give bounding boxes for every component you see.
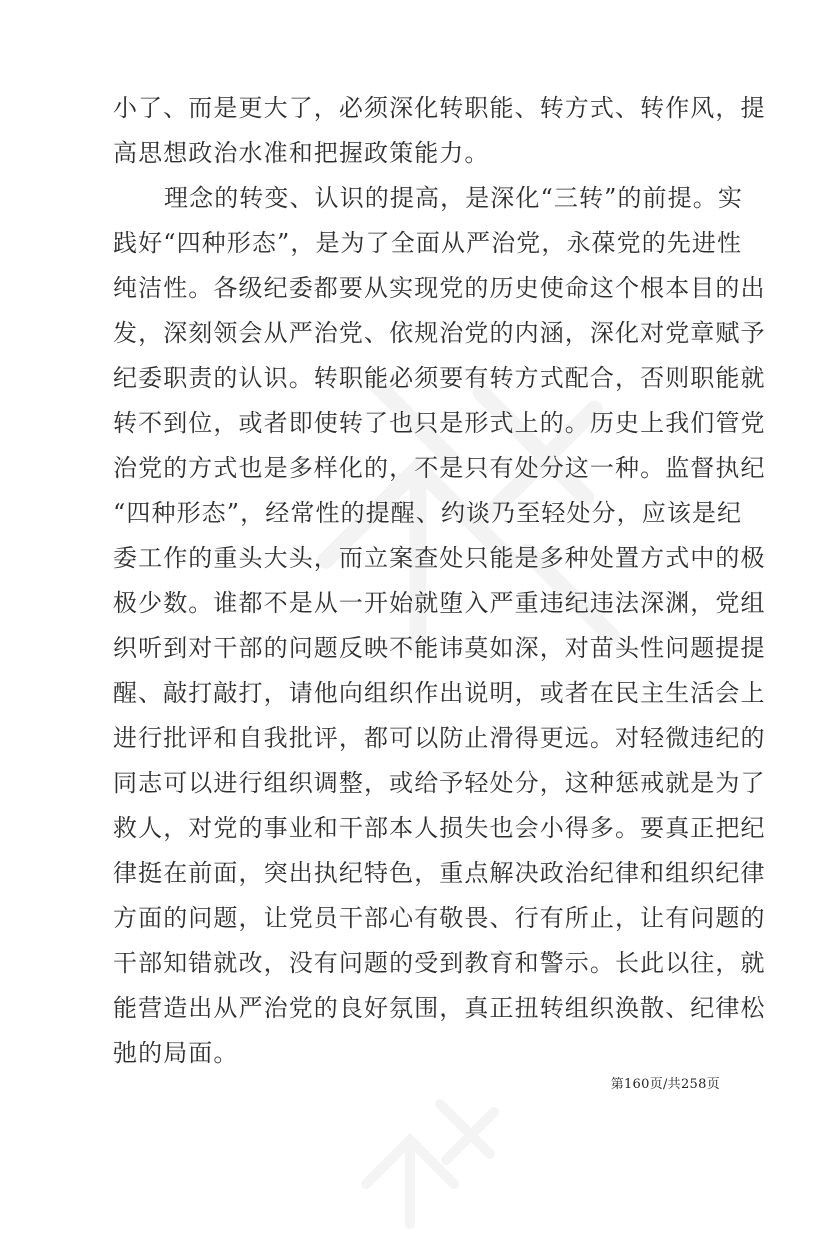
text-line: 能营造出从严治党的良好氛围，真正扭转组织涣散、纪律松 — [113, 994, 766, 1022]
text-line: 委工作的重头大头，而立案查处只能是多种处置方式中的极 — [113, 544, 766, 572]
text-line: “四种形态”，经常性的提醒、约谈乃至轻处分，应该是纪 — [113, 499, 743, 527]
page-number: 第160页/共258页 — [610, 1077, 720, 1092]
text-line: 织听到对干部的问题反映不能讳莫如深，对苗头性问题提提 — [113, 634, 766, 662]
text-line: 进行批评和自我批评，都可以防止滑得更远。对轻微违纪的 — [113, 724, 766, 752]
text-line: 极少数。谁都不是从一开始就堕入严重违纪违法深渊，党组 — [113, 589, 766, 617]
text-line: 践好“四种形态”，是为了全面从严治党，永葆党的先进性 — [113, 229, 743, 257]
paragraph-start-line: 理念的转变、认识的提高，是深化“三转”的前提。实 — [164, 184, 743, 212]
text-line: 醒、敲打敲打，请他向组织作出说明，或者在民主生活会上 — [113, 679, 766, 707]
text-line: 弛的局面。 — [113, 1039, 239, 1067]
text-line: 发，深刻领会从严治党、依规治党的内涵，深化对党章赋予 — [113, 319, 766, 347]
text-line: 救人，对党的事业和干部本人损失也会小得多。要真正把纪 — [113, 814, 766, 842]
text-line: 律挺在前面，突出执纪特色，重点解决政治纪律和组织纪律 — [113, 859, 766, 887]
text-line: 治党的方式也是多样化的，不是只有处分这一种。监督执纪 — [113, 454, 766, 482]
text-line: 小了、而是更大了，必须深化转职能、转方式、转作风，提 — [113, 94, 766, 122]
watermark-logo-icon — [330, 1060, 530, 1260]
text-line: 纪委职责的认识。转职能必须要有转方式配合，否则职能就 — [113, 364, 766, 392]
text-line: 高思想政治水准和把握政策能力。 — [113, 139, 490, 167]
text-line: 转不到位，或者即使转了也只是形式上的。历史上我们管党 — [113, 409, 766, 437]
text-line: 方面的问题，让党员干部心有敬畏、行有所止，让有问题的 — [113, 904, 766, 932]
body-text — [113, 86, 766, 1076]
text-line: 干部知错就改，没有问题的受到教育和警示。长此以往，就 — [113, 949, 766, 977]
text-line: 同志可以进行组织调整，或给予轻处分，这种惩戒就是为了 — [113, 769, 766, 797]
text-line: 纯洁性。各级纪委都要从实现党的历史使命这个根本目的出 — [113, 274, 766, 302]
